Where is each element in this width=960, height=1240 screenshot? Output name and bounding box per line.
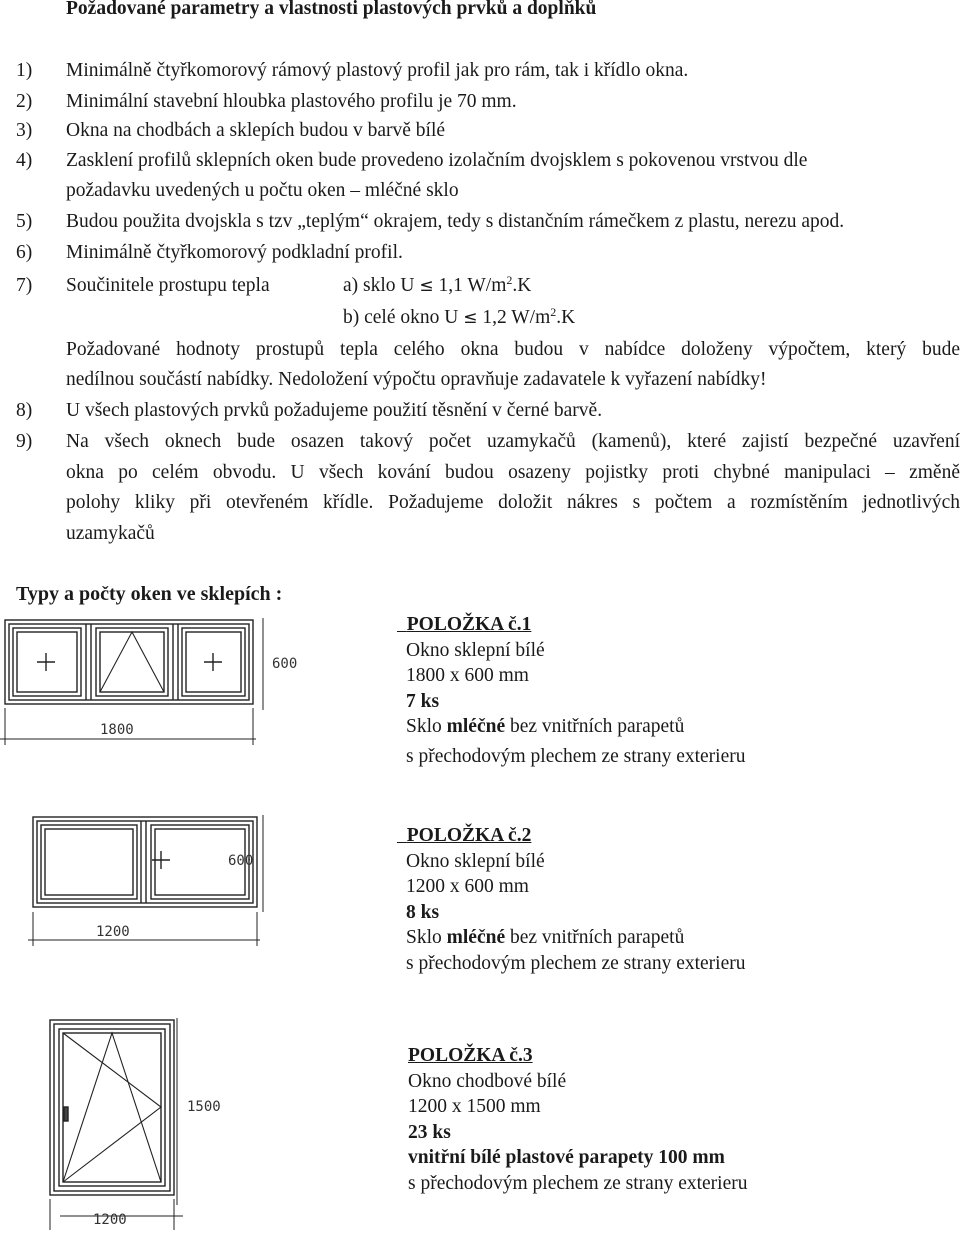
item-text: U všech plastových prvků požadujeme použití těsnění v černé barvě. [66,400,603,421]
item-number: 6) [16,242,33,263]
page-title: Požadované parametry a vlastnosti plastových prvků a doplňků [66,0,597,19]
item-number: 8) [16,400,33,421]
u-value-label: Součinitele prostupu tepla [66,275,270,296]
position-size: 1800 x 600 mm [406,665,529,686]
position-size: 1200 x 600 mm [406,876,529,897]
item-text: Minimálně čtyřkomorový podkladní profil. [66,242,403,263]
position-size: 1200 x 1500 mm [408,1096,541,1117]
item-text: polohy kliky při otevřeném křídle. Požadujeme doložit nákres s počtem a rozmístěním jednotlivých [66,492,960,513]
dimension-width: 1800 [100,722,134,738]
item-number: 5) [16,211,33,232]
position-name: Okno sklepní bílé [406,639,545,661]
dimension-height: 600 [228,853,254,869]
position-count: 23 ks [408,1121,451,1143]
item-text: Požadované hodnoty prostupů tepla celého okna budou v nabídce doloženy výpočtem, který bude [66,339,960,360]
item-text: Budou použita dvojskla s tzv „teplým“ okrajem, tedy s distančním rámečkem z plastu, nerezu apod. [66,211,845,232]
u-value-window: b) celé okno U ≤ 1,2 $W/m^2.K$ [343,305,576,328]
position-heading: POLOŽKA č.2 [406,825,532,846]
item-number: 2) [16,91,33,112]
item-text: okna po celém obvodu. U všech kování budou osazeny pojistky proti chybné manipulaci – změně [66,462,960,483]
position-2-details [397,823,746,976]
dimension-width: 1200 [96,924,130,940]
item-text: Minimální stavební hloubka plastového profilu je 70 mm. [66,91,517,112]
dimension-width: 1200 [93,1212,127,1228]
position-name: Okno chodbové bílé [408,1070,567,1092]
item-number: 1) [16,60,33,81]
item-number: 4) [16,150,33,171]
item-text: nedílnou součástí nabídky. Nedoložení výpočtu opravňuje zadavatele k vyřazení nabídky! [66,369,767,390]
u-value-glass: a) sklo U ≤ 1,1 $W/m^2.K$ [343,273,532,296]
section-heading: Typy a počty oken ve sklepích : [16,583,283,605]
item-text: Na všech oknech bude osazen takový počet uzamykačů (kamenů), které zajistí bezpečné uzavření [66,431,960,452]
item-number: 9) [16,431,33,452]
item-text: Minimálně čtyřkomorový rámový plastový profil jak pro rám, tak i křídlo okna. [66,60,689,81]
item-text: Okna na chodbách a sklepích budou v barvě bílé [66,120,446,141]
position-glass: Sklo mléčné bez vnitřních parapetů [406,927,685,948]
position-name: Okno sklepní bílé [406,850,545,872]
dimension-height: 1500 [187,1099,221,1115]
position-parapet: vnitřní bílé plastové parapety 100 mm [408,1147,725,1168]
position-sill: s přechodovým plechem ze strany exterieru [406,952,746,974]
position-count: 7 ks [406,690,440,712]
item-number: 3) [16,120,33,141]
position-3-details [408,1043,748,1196]
position-heading: POLOŽKA č.3 [408,1045,533,1066]
item-text: uzamykačů [66,523,155,544]
position-sill: s přechodovým plechem ze strany exterieru [408,1172,748,1194]
position-glass: Sklo mléčné bez vnitřních parapetů [406,716,685,737]
position-count: 8 ks [406,901,440,923]
dimension-height: 600 [272,656,298,672]
window-drawing-2 [28,812,308,947]
item-text: Zasklení profilů sklepních oken bude provedeno izolačním dvojsklem s pokovenou vrstvou dle [66,150,808,171]
position-1-details [397,612,746,769]
item-text: požadavku uvedených u počtu oken – mléčné sklo [66,180,459,201]
item-number: 7) [16,275,33,296]
position-sill: s přechodovým plechem ze strany exterieru [406,745,746,767]
window-drawing-1 [0,612,320,747]
window-drawing-3 [45,1015,245,1237]
position-heading: POLOŽKA č.1 [406,614,532,635]
